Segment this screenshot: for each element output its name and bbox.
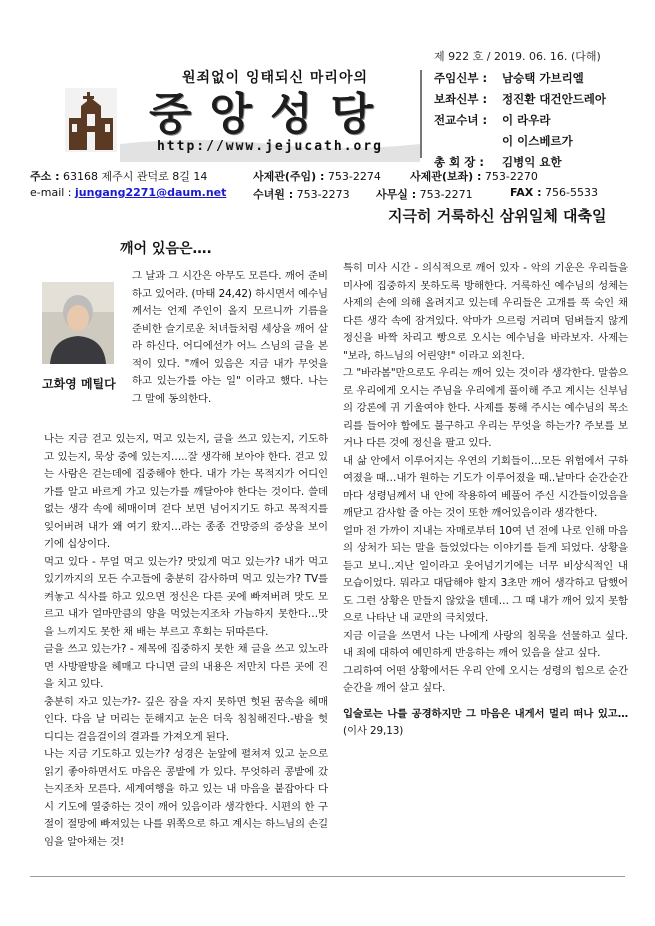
paragraph: 특히 미사 시간 - 의식적으로 깨어 있자 - 악의 기운은 우리들을 미사에 집중하지 못하도록 방해한다. 거룩하신 예수님의 성체는 사제의 손에 의해 올려지고 있는데 우리들은 고개를 푹 숙인 채 다른 생각 속에 잠겨있다. 악마가 으르렁 거리며 덤벼들지 않게 정신을 바짝 차리고 빵으로 오시는 예수님을 바라보자. 사제는 "보라, 하느님의 어린양!" 이라고 외친다. — [343, 262, 628, 362]
convent-label: 수녀원 : — [253, 188, 294, 201]
staff-row — [434, 91, 606, 107]
article-left-top — [132, 268, 328, 408]
address — [30, 168, 207, 184]
church-subtitle: 원죄없이 잉태되신 마리아의 — [181, 70, 369, 86]
staff-name: 이 이스베르가 — [502, 134, 573, 148]
paragraph: 내 삶 안에서 이루어지는 우연의 기회들이…모든 위험에서 구하여졌을 때…내가 원하는 기도가 이루어졌을 때..낱마다 순간순간마다 성령님께서 내 안에 작용하여 베풀어 주신 시간들이었음을 깨닫고 감사할 줄 아는 것이 또한 깨어있음이라 생각한다. — [343, 454, 628, 519]
email-label: e-mail : — [30, 186, 72, 199]
paragraph: 그리하여 어떤 상황에서든 우리 안에 오시는 성령의 힘으로 순간순간을 깨어 살고 싶다. — [343, 664, 628, 694]
issue-number: 제 922 호 — [434, 50, 484, 63]
paragraph: 충분히 자고 있는가?- 깊은 잠을 자지 못하면 헛된 꿈속을 헤매인다. 다음 날 머리는 둔해지고 눈은 더욱 침침해진다.-밤을 헛디디는 걸음걸이의 결과를 가져오게 된다. — [44, 695, 328, 743]
paragraph: 그 "바라봄"만으로도 우리는 깨어 있는 것이라 생각한다. 말씀으로 우리에게 오시는 주님을 우리에게 풀이해 주고 계시는 신부님의 강론에 귀 기울여야 한다. 사제를 통해 주시는 예수님의 목소리를 들어야 함에도 불구하고 우리는 무엇을 하는가? 주보를 보거나 다른 것에 정신을 팔고 있다. — [343, 367, 628, 449]
convent-phone — [253, 186, 350, 202]
staff-role: 보좌신부 : — [434, 92, 488, 106]
staff-role: 주임신부 : — [434, 71, 488, 85]
address-label: 주소 : — [30, 170, 60, 183]
office-phone — [376, 186, 473, 202]
paragraph: 그 날과 그 시간은 아무도 모른다. 깨어 준비하고 있어라. (마태 24,42) 하시면서 예수님께서는 언제 주인이 올지 모르니까 기름을 준비한 슬기로운 처녀들처럼 세상을 깨어 살라 하신다. 어디에선가 어느 스님의 글을 본 적이 있다. "깨어 있음은 지금 내가 무엇을 하고 있는가를 아는 일" 이라고 했다. 나는 그 말에 동의한다. — [132, 270, 328, 405]
church-icon — [65, 88, 117, 152]
article-right — [343, 260, 628, 741]
staff-role: 전교수녀 : — [434, 113, 488, 127]
website-link[interactable]: http://www.jejucath.org — [156, 139, 383, 154]
article-left-bottom — [44, 431, 328, 851]
feast-title: 지극히 거룩하신 삼위일체 대축일 — [388, 207, 607, 225]
address-value: 63168 제주시 관덕로 8길 14 — [62, 170, 208, 183]
staff-row — [434, 70, 584, 86]
rectory-main-value: 753-2274 — [327, 170, 381, 183]
rectory-assist-value: 753-2270 — [484, 170, 538, 183]
staff-row — [434, 112, 550, 128]
paragraph: 나는 지금 기도하고 있는가? 성경은 눈앞에 펼쳐져 있고 눈으로 읽기 좋아하면서도 마음은 콩밭에 가 있다. 무엇하러 콩밭에 갔는지조차 모른다. 세계여행을 하고 있는 내 마음을 붙잡아다 다시 기도에 열중하는 것이 깨어 있음이라 생각한다. 시편의 한 구절이 절망에 빠져있는 나를 위쪽으로 하고 계시는 하느님의 손길임을 알아채는 것! — [44, 748, 328, 848]
author-name: 고화영 메틸다 — [42, 377, 116, 391]
paragraph: 얼마 전 가까이 지내는 자매로부터 10여 년 전에 나로 인해 마음의 상처가 되는 말을 들었었다는 이야기를 듣게 되었다. 상황을 듣고 보니..지난 일이라고 웃어넘기기에는 너무 비상식적인 내 모습이었다. 뭐라고 대답해야 할지 3초만 깨어 생각하고 답했어도 그런 상황은 만들지 않았을 텐데… 그 때 내가 깨어 있지 못함으로 나타난 내 교만의 극치였다. — [343, 524, 628, 624]
staff-name: 김병익 요한 — [502, 155, 562, 169]
staff-name: 이 라우라 — [502, 113, 551, 127]
email-link[interactable]: jungang2271@daum.net — [75, 186, 227, 199]
rectory-main-label: 사제관(주임) : — [253, 170, 325, 183]
issue-date: / 2019. 06. 16. — [486, 50, 568, 63]
closing-quote-ref: (이사 29,13) — [343, 725, 404, 737]
paragraph: 글을 쓰고 있는가? - 제목에 집중하지 못한 채 글을 쓰고 있노라면 사방팔방을 헤매고 다니면 글의 내용은 저만치 다른 곳에 진을 치고 있다. — [44, 643, 328, 690]
convent-value: 753-2273 — [296, 188, 350, 201]
closing-quote-block — [343, 706, 628, 741]
rectory-assist-label: 사제관(보좌) : — [410, 170, 482, 183]
church-title: 중앙성당 — [148, 89, 391, 140]
paragraph: 나는 지금 걷고 있는지, 먹고 있는지, 글을 쓰고 있는지, 기도하고 있는지, 묵상 중에 있는지…..잘 생각해 보아야 한다. 걷고 있는 사람은 걷는데에 집중해야 한다. 내가 가는 목적지가 어디인가를 알고 바르게 가고 있는가를 깨달아야 한다는 것이다. 쓸데없는 생각 속에 헤매이며 걷다 보면 넘어지기도 하고 목적지를 잊어버려 내가 왜 여기 왔지…라는 종종 건망증의 증상을 보이기에 십상이다. — [44, 433, 328, 550]
staff-name: 남승택 가브리엘 — [502, 71, 584, 85]
issue-line — [434, 48, 601, 64]
fax — [510, 186, 598, 199]
fax-value: 756-5533 — [544, 186, 598, 199]
staff-row — [434, 133, 573, 149]
email — [30, 186, 226, 199]
paragraph: 먹고 있다 - 무얼 먹고 있는가? 맛있게 먹고 있는가? 내가 먹고 있기까지의 모든 수고들에 충분히 감사하며 먹고 있는가? TV를 켜놓고 식사를 하고 있으면 정신은 다른 곳에 빠져버려 맛도 모르고 내가 얼마만큼의 양을 먹었는지조차 가늠하지 못한다…맛을 느끼지도 못한 채 배는 부르고 후회는 뒤따른다. — [44, 555, 328, 638]
bottom-rule — [30, 876, 625, 877]
closing-quote: 입술로는 나를 공경하지만 그 마음은 내게서 멀리 떠나 있고… — [343, 707, 628, 720]
article-title: 깨어 있음은…. — [120, 241, 212, 257]
paragraph: 지금 이글을 쓰면서 나는 나에게 사랑의 침묵을 선물하고 싶다. 내 죄에 대하여 예민하게 반응하는 깨어 있음을 살고 싶다. — [343, 629, 628, 659]
header-divider — [420, 70, 422, 158]
rectory-main-phone — [253, 168, 381, 184]
office-label: 사무실 : — [376, 188, 417, 201]
fax-label: FAX : — [510, 186, 542, 199]
office-value: 753-2271 — [419, 188, 473, 201]
author-photo — [42, 282, 114, 364]
staff-role: 총 회 장 : — [434, 155, 484, 169]
issue-cycle: (다해) — [570, 50, 601, 63]
rectory-assist-phone — [410, 168, 538, 184]
staff-name: 정진환 대건안드레아 — [502, 92, 606, 106]
